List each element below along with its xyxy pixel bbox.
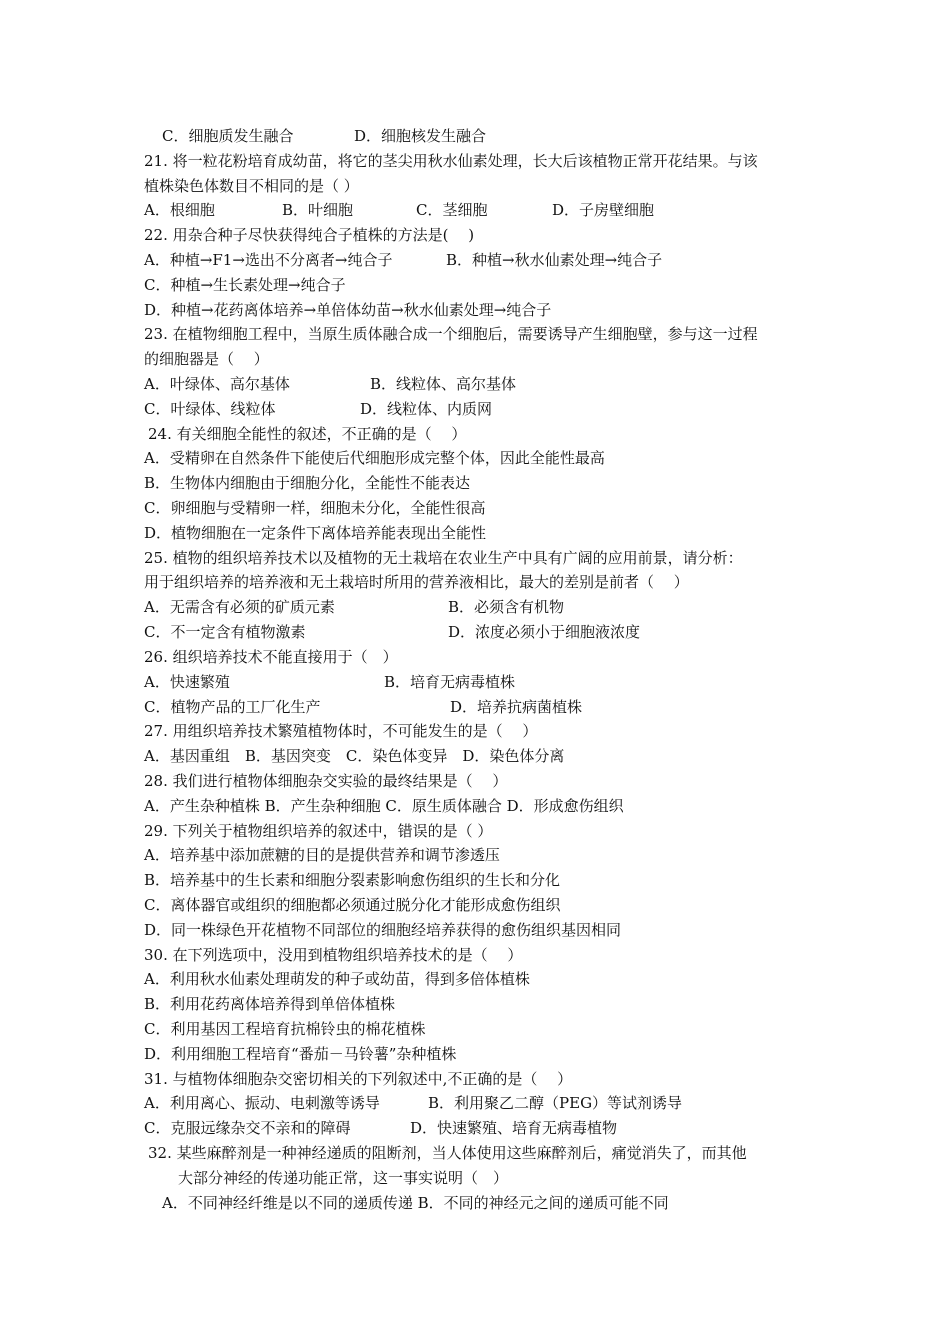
option-b: B．生物体内细胞由于细胞分化，全能性不能表达 xyxy=(144,474,471,492)
stem-text: 32. 某些麻醉剂是一种神经递质的阻断剂，当人体使用这些麻醉剂后，痛觉消失了，而其他 xyxy=(148,1144,747,1162)
stem-text: 26. 组织培养技术不能直接用于（ ） xyxy=(144,648,398,666)
question-30-option-b xyxy=(144,992,810,1017)
question-23-options-ab xyxy=(144,372,810,397)
option-d: D．同一株绿色开花植物不同部位的细胞经培养获得的愈伤组织基因相同 xyxy=(144,921,622,939)
options-text: A．不同神经纤维是以不同的递质传递 B．不同的神经元之间的递质可能不同 xyxy=(162,1194,669,1212)
stem-text: 25. 植物的组织培养技术以及植物的无土栽培在农业生产中具有广阔的应用前景，请分析： xyxy=(144,549,743,567)
option-line xyxy=(144,124,810,149)
question-32-options xyxy=(144,1191,810,1216)
question-25-stem xyxy=(144,546,810,571)
question-24-option-c xyxy=(144,496,810,521)
option-c: C．卵细胞与受精卵一样，细胞未分化，全能性很高 xyxy=(144,499,486,517)
stem-text: 27. 用组织培养技术繁殖植物体时，不可能发生的是（ ） xyxy=(144,722,538,740)
option-b: B．培养基中的生长素和细胞分裂素影响愈伤组织的生长和分化 xyxy=(144,871,561,889)
option-d: D．利用细胞工程培育“番茄－马铃薯”杂种植株 xyxy=(144,1045,457,1063)
question-28-options xyxy=(144,794,810,819)
question-21-options xyxy=(144,198,810,223)
stem-text: 31. 与植物体细胞杂交密切相关的下列叙述中,不正确的是（ ） xyxy=(144,1070,573,1088)
stem-text: 30. 在下列选项中，没用到植物组织培养技术的是（ ） xyxy=(144,946,523,964)
stem-text: 23. 在植物细胞工程中，当原生质体融合成一个细胞后，需要诱导产生细胞壁，参与这一过程 xyxy=(144,325,758,343)
option-b: B．线粒体、高尔基体 xyxy=(370,375,517,393)
stem-text: 21. 将一粒花粉培育成幼苗，将它的茎尖用秋水仙素处理，长大后该植物正常开花结果。与该 xyxy=(144,152,758,170)
question-29-stem xyxy=(144,819,810,844)
stem-text: 大部分神经的传递功能正常，这一事实说明（ ） xyxy=(178,1169,509,1187)
stem-text: 22. 用杂合种子尽快获得纯合子植株的方法是( ) xyxy=(144,226,475,244)
option-d: D．细胞核发生融合 xyxy=(354,127,487,145)
question-29-option-c xyxy=(144,893,810,918)
question-25-options-ab xyxy=(144,595,810,620)
stem-text: 用于组织培养的培养液和无土栽培时所用的营养液相比，最大的差别是前者（ ） xyxy=(144,573,689,591)
question-29-option-b xyxy=(144,868,810,893)
option-c: C．细胞质发生融合 xyxy=(162,127,294,145)
options-text: A．产生杂种植株 B．产生杂种细胞 C．原生质体融合 D．形成愈伤组织 xyxy=(144,797,624,815)
stem-text: 28. 我们进行植物体细胞杂交实验的最终结果是（ ） xyxy=(144,772,508,790)
option-d: D．培养抗病菌植株 xyxy=(450,698,583,716)
option-c: C．克服远缘杂交不亲和的障碍 xyxy=(144,1119,351,1137)
question-25-stem-cont xyxy=(144,570,810,595)
question-22-option-c xyxy=(144,273,810,298)
question-23-options-cd xyxy=(144,397,810,422)
question-26-options-ab xyxy=(144,670,810,695)
question-26-stem xyxy=(144,645,810,670)
question-23-stem xyxy=(144,322,810,347)
question-28-stem xyxy=(144,769,810,794)
question-21-stem-cont xyxy=(144,174,810,199)
options-text: A．基因重组 B．基因突变 C．染色体变异 D．染色体分离 xyxy=(144,747,565,765)
option-b: B．叶细胞 xyxy=(282,201,354,219)
stem-text: 29. 下列关于植物组织培养的叙述中，错误的是（ ） xyxy=(144,822,493,840)
question-29-option-a xyxy=(144,843,810,868)
option-c: C．不一定含有植物激素 xyxy=(144,623,306,641)
option-c: C．植物产品的工厂化生产 xyxy=(144,698,321,716)
question-26-options-cd xyxy=(144,695,810,720)
option-d: D．种植→花药离体培养→单倍体幼苗→秋水仙素处理→纯合子 xyxy=(144,301,552,319)
option-c: C．茎细胞 xyxy=(416,201,488,219)
option-d: D．快速繁殖、培育无病毒植物 xyxy=(410,1119,618,1137)
stem-text: 植株染色体数目不相同的是（ ） xyxy=(144,177,359,195)
option-b: B．利用花药离体培养得到单倍体植株 xyxy=(144,995,396,1013)
question-31-stem xyxy=(144,1067,810,1092)
question-21-stem xyxy=(144,149,810,174)
question-30-option-a xyxy=(144,967,810,992)
question-22-option-d xyxy=(144,298,810,323)
option-c: C．离体器官或组织的细胞都必须通过脱分化才能形成愈伤组织 xyxy=(144,896,561,914)
option-a: A．快速繁殖 xyxy=(144,673,230,691)
option-a: A．利用离心、振动、电刺激等诱导 xyxy=(144,1094,380,1112)
question-31-options-ab xyxy=(144,1091,810,1116)
option-c: C．种植→生长素处理→纯合子 xyxy=(144,276,346,294)
option-c: C．利用基因工程培育抗棉铃虫的棉花植株 xyxy=(144,1020,426,1038)
option-b: B．利用聚乙二醇（PEG）等试剂诱导 xyxy=(428,1094,683,1112)
question-30-option-d xyxy=(144,1042,810,1067)
question-30-option-c xyxy=(144,1017,810,1042)
question-24-option-a xyxy=(144,446,810,471)
question-24-option-d xyxy=(144,521,810,546)
option-d: D．植物细胞在一定条件下离体培养能表现出全能性 xyxy=(144,524,487,542)
question-22-stem xyxy=(144,223,810,248)
question-27-stem xyxy=(144,719,810,744)
question-23-stem-cont xyxy=(144,347,810,372)
option-d: D．线粒体、内质网 xyxy=(360,400,493,418)
stem-text: 24. 有关细胞全能性的叙述，不正确的是（ ） xyxy=(148,425,467,443)
option-b: B．必须含有机物 xyxy=(448,598,565,616)
option-b: B．种植→秋水仙素处理→纯合子 xyxy=(446,251,663,269)
stem-text: 的细胞器是（ ） xyxy=(144,350,269,368)
question-30-stem xyxy=(144,943,810,968)
question-27-options xyxy=(144,744,810,769)
question-29-option-d xyxy=(144,918,810,943)
option-a: A．受精卵在自然条件下能使后代细胞形成完整个体，因此全能性最高 xyxy=(144,449,605,467)
question-22-options xyxy=(144,248,810,273)
question-31-options-cd xyxy=(144,1116,810,1141)
option-a: A．无需含有必须的矿质元素 xyxy=(144,598,335,616)
question-32-stem-cont xyxy=(144,1166,810,1191)
option-d: D．浓度必须小于细胞液浓度 xyxy=(448,623,641,641)
question-32-stem xyxy=(144,1141,810,1166)
option-a: A．利用秋水仙素处理萌发的种子或幼苗，得到多倍体植株 xyxy=(144,970,530,988)
question-24-stem xyxy=(144,422,810,447)
option-c: C．叶绿体、线粒体 xyxy=(144,400,276,418)
option-d: D．子房壁细胞 xyxy=(552,201,655,219)
option-a: A．培养基中添加蔗糖的目的是提供营养和调节渗透压 xyxy=(144,846,500,864)
option-a: A．叶绿体、高尔基体 xyxy=(144,375,290,393)
question-25-options-cd xyxy=(144,620,810,645)
option-a: A．种植→F1→选出不分离者→纯合子 xyxy=(144,251,393,269)
question-24-option-b xyxy=(144,471,810,496)
option-a: A．根细胞 xyxy=(144,201,215,219)
option-b: B．培育无病毒植株 xyxy=(384,673,516,691)
